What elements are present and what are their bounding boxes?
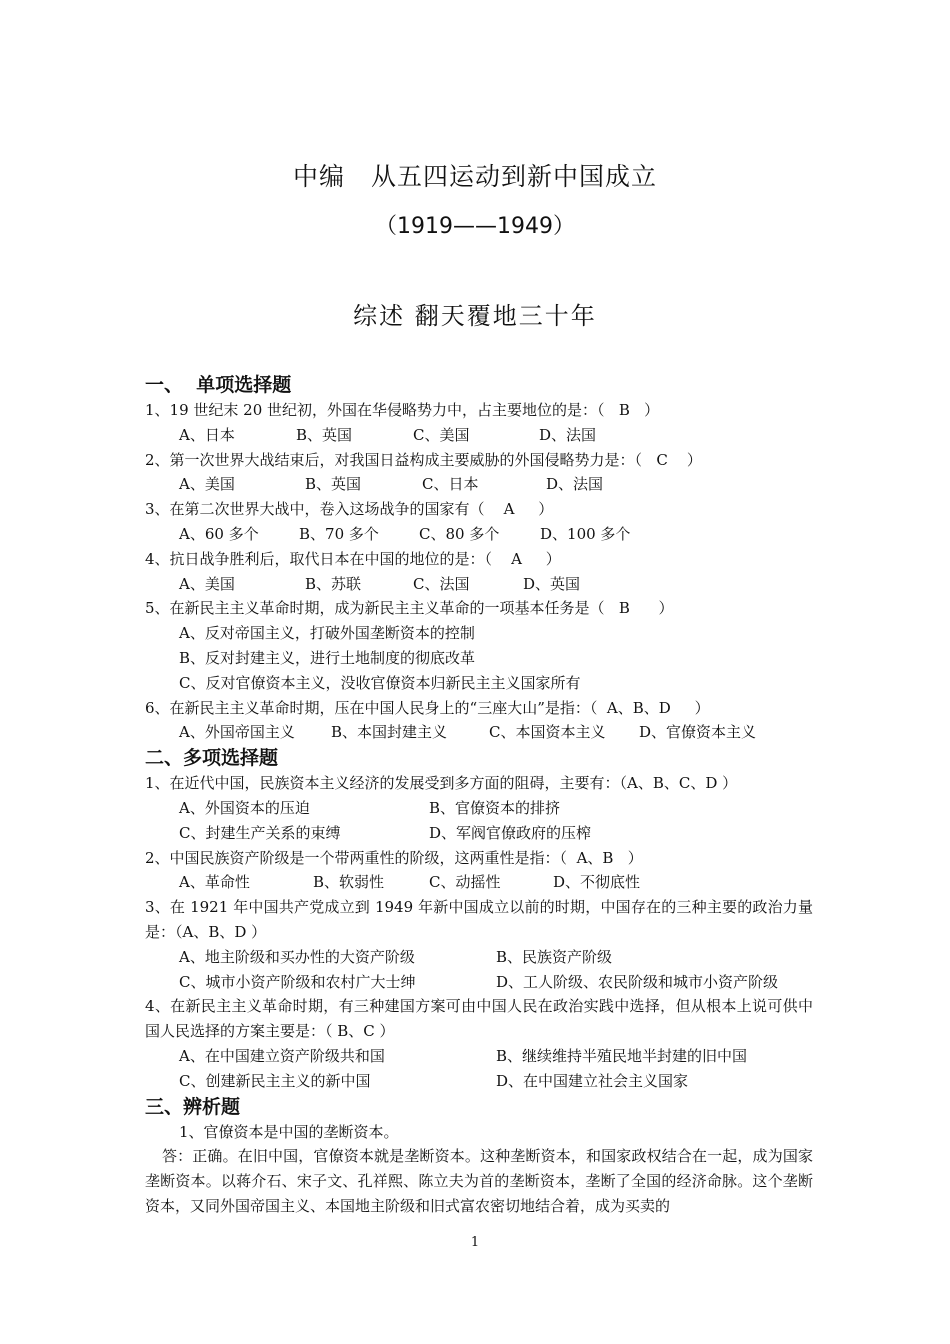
answer-paragraph: 答：正确。在旧中国，官僚资本就是垄断资本。这种垄断资本，和国家政权结合在一起，成为国家垄断资本。以蒋介石、宋子文、孔祥熙、陈立夫为首的垄断资本，垄断了全国的经济命脉。这个垄断资本，又同外国帝国主义、本国地主阶级和旧式富农密切地结合着，成为买卖的 <box>145 1147 813 1216</box>
section-subtitle: 综述 翻天覆地三十年 <box>353 302 597 330</box>
option: C、美国 <box>413 425 470 444</box>
document-body <box>145 372 813 1219</box>
question-text: 1、官僚资本是中国的垄断资本。 <box>179 1122 399 1141</box>
option-row <box>145 1069 813 1094</box>
option: C、80 多个 <box>419 524 500 543</box>
question-text: 3、在第二次世界大战中，卷入这场战争的国家有（ A ） <box>145 500 554 519</box>
option: B、反对封建主义，进行土地制度的彻底改革 <box>179 648 476 667</box>
option: B、软弱性 <box>313 873 385 892</box>
section-heading-multiple-choice: 二、多项选择题 <box>145 747 279 770</box>
option: D、100 多个 <box>540 524 631 543</box>
option: A、美国 <box>179 475 235 494</box>
option-row <box>145 522 813 547</box>
option-row <box>145 472 813 497</box>
option: C、城市小资产阶级和农村广大士绅 <box>179 972 416 991</box>
option: B、苏联 <box>305 574 362 593</box>
option: A、在中国建立资产阶级共和国 <box>179 1046 385 1065</box>
option-row <box>145 572 813 597</box>
option-row <box>145 796 813 821</box>
page-number: 1 <box>470 1235 480 1250</box>
option: C、动摇性 <box>429 873 501 892</box>
option-row <box>145 945 813 970</box>
option: C、日本 <box>422 475 479 494</box>
option-row <box>145 970 813 995</box>
option: D、法国 <box>546 475 604 494</box>
question-text: 3、在 1921 年中国共产党成立到 1949 年新中国成立以前的时期，中国存在的三种主要的政治力量是：（A、B、D ） <box>145 898 813 941</box>
option: B、本国封建主义 <box>331 723 448 742</box>
option: A、美国 <box>179 574 235 593</box>
section-heading-single-choice: 一、 单项选择题 <box>145 374 292 396</box>
option: C、本国资本主义 <box>489 723 606 742</box>
option: B、70 多个 <box>299 524 379 543</box>
option-row <box>145 1044 813 1069</box>
question-text: 1、19 世纪末 20 世纪初，外国在华侵略势力中，占主要地位的是：（ B ） <box>145 401 660 419</box>
option: A、革命性 <box>179 873 250 892</box>
question-text: 4、在新民主主义革命时期，有三种建国方案可由中国人民在政治实践中选择，但从根本上说可供中国人民选择的方案主要是：（ B、C ） <box>145 997 813 1041</box>
option: C、创建新民主主义的新中国 <box>179 1071 371 1090</box>
section-heading-analysis: 三、辨析题 <box>145 1095 241 1118</box>
option: A、反对帝国主义，打破外国垄断资本的控制 <box>179 624 475 643</box>
option: A、60 多个 <box>179 524 259 543</box>
option: A、外国资本的压迫 <box>179 798 310 817</box>
option-row <box>145 720 813 745</box>
option: B、英国 <box>296 425 353 444</box>
question-text: 6、在新民主主义革命时期，压在中国人民身上的“三座大山”是指：（ A、B、D ） <box>145 698 710 717</box>
option: B、英国 <box>305 475 362 494</box>
option: A、地主阶级和买办性的大资产阶级 <box>179 947 415 966</box>
option: A、外国帝国主义 <box>179 723 295 742</box>
option: D、法国 <box>539 425 597 444</box>
option: D、工人阶级、农民阶级和城市小资产阶级 <box>496 972 779 991</box>
option: D、在中国建立社会主义国家 <box>496 1071 689 1090</box>
chapter-title: 中编 从五四运动到新中国成立 <box>292 162 657 191</box>
question-text: 2、中国民族资产阶级是一个带两重性的阶级，这两重性是指：（ A、B ） <box>145 848 643 867</box>
option: C、法国 <box>413 574 470 593</box>
option-row <box>145 870 813 895</box>
option: D、英国 <box>523 574 581 593</box>
option: D、不彻底性 <box>553 873 641 892</box>
question-text: 2、第一次世界大战结束后，对我国日益构成主要威胁的外国侵略势力是：（ C ） <box>145 450 702 469</box>
option: C、反对官僚资本主义，没收官僚资本归新民主主义国家所有 <box>179 673 581 692</box>
question-text: 4、抗日战争胜利后，取代日本在中国的地位的是：（ A ） <box>145 549 561 568</box>
option: B、民族资产阶级 <box>496 947 613 966</box>
option: B、官僚资本的排挤 <box>429 798 561 817</box>
option-row <box>145 821 813 846</box>
option: A、日本 <box>179 425 235 444</box>
question-text: 5、在新民主主义革命时期，成为新民主主义革命的一项基本任务是（ B ） <box>145 599 674 618</box>
option: D、官僚资本主义 <box>639 723 757 742</box>
option: B、继续维持半殖民地半封建的旧中国 <box>496 1046 748 1065</box>
option: D、军阀官僚政府的压榨 <box>429 823 592 842</box>
question-text: 1、在近代中国，民族资本主义经济的发展受到多方面的阻碍，主要有：（A、B、C、D ） <box>145 774 738 793</box>
option-row <box>145 423 813 448</box>
chapter-years: （1919——1949） <box>375 214 575 239</box>
option: C、封建生产关系的束缚 <box>179 823 341 842</box>
